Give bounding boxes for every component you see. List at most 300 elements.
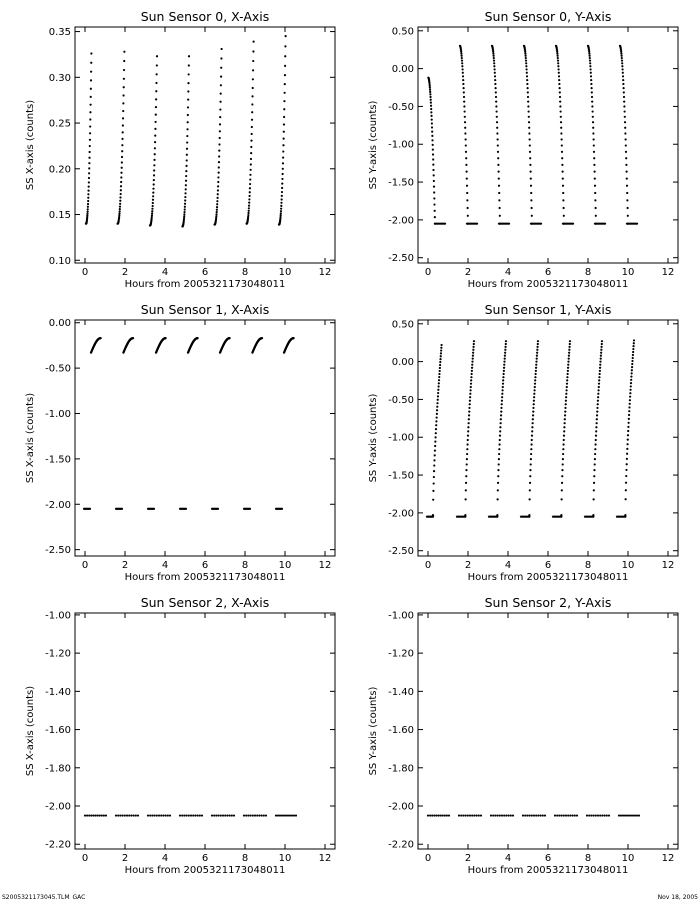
data-point: [503, 814, 505, 816]
data-point: [591, 87, 593, 89]
data-point: [467, 439, 469, 441]
data-point: [120, 181, 122, 183]
data-point: [624, 121, 626, 123]
data-point: [121, 138, 123, 140]
data-point: [471, 364, 473, 366]
charts-group: [25, 9, 678, 876]
data-point: [498, 199, 500, 201]
y-tick-label: -2.00: [388, 801, 414, 813]
data-point: [530, 453, 532, 455]
data-point: [473, 340, 475, 342]
data-point: [216, 206, 218, 208]
data-point: [472, 352, 474, 354]
data-point: [596, 422, 598, 424]
data-point: [467, 215, 469, 217]
data-point: [186, 814, 188, 816]
data-point: [470, 376, 472, 378]
data-point: [87, 211, 89, 213]
chart-panel-1: [25, 9, 335, 290]
data-point: [120, 189, 122, 191]
data-point: [625, 489, 627, 491]
data-point: [566, 376, 568, 378]
data-point: [470, 383, 472, 385]
data-point: [463, 101, 465, 103]
data-point: [504, 352, 506, 354]
data-point: [471, 373, 473, 375]
data-point: [468, 407, 470, 409]
data-point: [158, 814, 160, 816]
data-point: [569, 340, 571, 342]
data-point: [562, 199, 564, 201]
data-point: [188, 73, 190, 75]
y-tick-label: -2.00: [45, 801, 71, 813]
data-point: [432, 499, 434, 501]
data-point: [249, 178, 251, 180]
data-point: [252, 50, 254, 52]
x-tick-label: 4: [504, 853, 512, 864]
data-point: [432, 490, 434, 492]
data-point: [199, 814, 201, 816]
data-point: [597, 393, 599, 395]
data-point: [281, 198, 283, 200]
data-point: [215, 213, 217, 215]
data-point: [505, 343, 507, 345]
data-point: [624, 814, 626, 816]
data-point: [560, 121, 562, 123]
data-point: [185, 184, 187, 186]
data-point: [427, 814, 429, 816]
data-point: [537, 340, 539, 342]
data-point: [280, 205, 282, 207]
data-point: [152, 205, 154, 207]
data-point: [498, 177, 500, 179]
data-point: [533, 396, 535, 398]
data-point: [500, 411, 502, 413]
data-point: [154, 153, 156, 155]
data-point: [588, 814, 590, 816]
data-point: [282, 144, 284, 146]
data-point: [216, 203, 218, 205]
data-point: [252, 78, 254, 80]
data-point: [247, 814, 249, 816]
data-point: [525, 55, 527, 57]
data-point: [629, 399, 631, 401]
data-point: [156, 55, 158, 57]
data-point: [152, 192, 154, 194]
data-point: [467, 435, 469, 437]
data-point: [604, 814, 606, 816]
data-point: [156, 73, 158, 75]
data-point: [217, 181, 219, 183]
data-point: [462, 79, 464, 81]
y-tick-label: -1.40: [388, 686, 414, 698]
data-point: [591, 101, 593, 103]
data-point: [89, 118, 91, 120]
data-point: [601, 814, 603, 816]
data-point: [532, 414, 534, 416]
data-point: [559, 91, 561, 93]
data-point: [597, 400, 599, 402]
data-point: [469, 400, 471, 402]
data-point: [122, 94, 124, 96]
data-point: [634, 814, 636, 816]
data-points: [427, 814, 640, 816]
data-point: [498, 453, 500, 455]
data-point: [285, 35, 287, 37]
y-tick-label: -1.20: [45, 648, 71, 660]
x-tick-label: 2: [464, 267, 472, 278]
data-point: [497, 482, 499, 484]
data-point: [89, 145, 91, 147]
data-point: [87, 206, 89, 208]
data-point: [121, 508, 123, 510]
data-point: [535, 370, 537, 372]
data-point: [473, 814, 475, 816]
data-point: [562, 443, 564, 445]
data-point: [565, 396, 567, 398]
data-point: [120, 185, 122, 187]
data-point: [621, 57, 623, 59]
data-point: [440, 814, 442, 816]
data-point: [86, 213, 88, 215]
data-point: [430, 102, 432, 104]
data-point: [594, 185, 596, 187]
data-point: [88, 157, 90, 159]
data-point: [623, 91, 625, 93]
data-point: [530, 458, 532, 460]
data-point: [473, 343, 475, 345]
data-point: [183, 814, 185, 816]
data-point: [462, 68, 464, 70]
data-point: [561, 475, 563, 477]
data-point: [527, 105, 529, 107]
data-point: [250, 169, 252, 171]
data-point: [525, 59, 527, 61]
data-point: [536, 352, 538, 354]
data-point: [503, 367, 505, 369]
data-point: [558, 68, 560, 70]
data-point: [440, 355, 442, 357]
y-axis-label: SS Y-axis (counts): [368, 393, 379, 483]
data-point: [434, 210, 436, 212]
chart-title: Sun Sensor 2, Y-Axis: [484, 595, 612, 610]
data-point: [499, 814, 501, 816]
data-point: [497, 151, 499, 153]
data-point: [497, 164, 499, 166]
data-point: [465, 489, 467, 491]
data-point: [218, 814, 220, 816]
plot-frame: [75, 320, 335, 556]
data-point: [154, 135, 156, 137]
data-point: [531, 435, 533, 437]
data-point: [595, 426, 597, 428]
data-point: [525, 57, 527, 59]
data-point: [429, 814, 431, 816]
data-point: [435, 432, 437, 434]
x-tick-label: 2: [121, 560, 129, 571]
data-point: [528, 110, 530, 112]
data-point: [528, 516, 530, 518]
data-point: [494, 72, 496, 74]
data-point: [186, 141, 188, 143]
plot-frame: [75, 27, 335, 263]
data-point: [120, 172, 122, 174]
data-point: [564, 407, 566, 409]
data-point: [569, 343, 571, 345]
data-point: [560, 516, 562, 518]
data-point: [566, 383, 568, 385]
data-point: [530, 177, 532, 179]
data-point: [536, 355, 538, 357]
data-point: [631, 363, 633, 365]
data-point: [211, 814, 213, 816]
data-point: [467, 207, 469, 209]
data-point: [626, 453, 628, 455]
data-point: [636, 223, 638, 225]
data-point: [596, 411, 598, 413]
data-point: [494, 83, 496, 85]
data-point: [629, 389, 631, 391]
data-point: [155, 90, 157, 92]
data-point: [126, 814, 128, 816]
y-tick-label: -1.00: [388, 610, 414, 622]
data-point: [567, 814, 569, 816]
data-points: [426, 339, 635, 517]
data-point: [217, 189, 219, 191]
data-point: [503, 361, 505, 363]
data-point: [437, 814, 439, 816]
data-point: [245, 814, 247, 816]
data-point: [280, 215, 282, 217]
data-point: [476, 223, 478, 225]
plot-frame: [418, 320, 678, 556]
data-point: [501, 403, 503, 405]
data-point: [596, 418, 598, 420]
data-point: [626, 185, 628, 187]
data-point: [147, 814, 149, 816]
data-point: [561, 157, 563, 159]
data-point: [633, 342, 635, 344]
data-point: [466, 171, 468, 173]
data-point: [480, 814, 482, 816]
data-point: [564, 422, 566, 424]
data-point: [429, 85, 431, 87]
data-point: [560, 116, 562, 118]
data-point: [465, 469, 467, 471]
data-point: [184, 206, 186, 208]
data-point: [495, 87, 497, 89]
data-point: [160, 814, 162, 816]
data-point: [631, 369, 633, 371]
data-point: [498, 463, 500, 465]
data-point: [565, 403, 567, 405]
data-point: [526, 814, 528, 816]
y-tick-label: -1.20: [388, 648, 414, 660]
data-point: [632, 351, 634, 353]
data-point: [431, 814, 433, 816]
data-point: [434, 441, 436, 443]
data-point: [219, 108, 221, 110]
data-point: [558, 814, 560, 816]
data-point: [594, 453, 596, 455]
data-point: [568, 355, 570, 357]
data-point: [527, 87, 529, 89]
data-point: [436, 402, 438, 404]
data-point: [465, 814, 467, 816]
data-point: [435, 814, 437, 816]
data-point: [120, 176, 122, 178]
data-point: [295, 814, 297, 816]
data-point: [530, 199, 532, 201]
data-point: [153, 508, 155, 510]
data-point: [119, 196, 121, 198]
data-point: [624, 127, 626, 129]
data-point: [119, 814, 121, 816]
data-point: [531, 207, 533, 209]
x-tick-label: 2: [121, 267, 129, 278]
data-point: [563, 207, 565, 209]
data-point: [100, 337, 102, 339]
data-point: [562, 463, 564, 465]
data-point: [466, 453, 468, 455]
data-point: [465, 144, 467, 146]
data-point: [89, 111, 91, 113]
data-point: [434, 436, 436, 438]
data-point: [201, 814, 203, 816]
data-point: [526, 83, 528, 85]
data-point: [434, 454, 436, 456]
data-point: [562, 171, 564, 173]
data-point: [600, 349, 602, 351]
data-point: [498, 192, 500, 194]
data-point: [120, 193, 122, 195]
x-tick-label: 4: [504, 267, 512, 278]
data-point: [537, 814, 539, 816]
data-point: [155, 114, 157, 116]
data-point: [560, 132, 562, 134]
x-tick-label: 8: [584, 267, 592, 278]
data-point: [631, 360, 633, 362]
data-point: [499, 439, 501, 441]
data-point: [118, 213, 120, 215]
data-point: [130, 814, 132, 816]
data-point: [527, 96, 529, 98]
data-point: [593, 498, 595, 500]
data-point: [220, 57, 222, 59]
data-point: [627, 439, 629, 441]
data-point: [119, 200, 121, 202]
data-point: [87, 189, 89, 191]
data-point: [496, 516, 498, 518]
data-point: [595, 430, 597, 432]
data-point: [495, 91, 497, 93]
y-tick-label: 0.00: [391, 64, 414, 76]
data-point: [497, 814, 499, 816]
data-point: [566, 379, 568, 381]
data-point: [187, 98, 189, 100]
data-point: [226, 814, 228, 816]
data-point: [500, 418, 502, 420]
data-point: [633, 339, 635, 341]
data-point: [153, 179, 155, 181]
data-point: [558, 83, 560, 85]
data-point: [625, 482, 627, 484]
data-point: [464, 127, 466, 129]
data-point: [536, 346, 538, 348]
data-point: [561, 814, 563, 816]
data-point: [588, 51, 590, 53]
data-point: [216, 200, 218, 202]
data-point: [430, 115, 432, 117]
data-point: [188, 55, 190, 57]
data-point: [592, 127, 594, 129]
data-point: [219, 130, 221, 132]
data-point: [561, 151, 563, 153]
data-point: [525, 65, 527, 67]
data-point: [630, 379, 632, 381]
data-point: [243, 814, 245, 816]
data-point: [638, 814, 640, 816]
data-point: [631, 366, 633, 368]
data-point: [429, 96, 431, 98]
data-point: [629, 403, 631, 405]
data-point: [625, 475, 627, 477]
data-point: [463, 96, 465, 98]
data-point: [123, 86, 125, 88]
data-point: [472, 349, 474, 351]
data-point: [87, 197, 89, 199]
data-point: [458, 814, 460, 816]
data-point: [433, 482, 435, 484]
data-point: [215, 215, 217, 217]
data-point: [586, 814, 588, 816]
data-point: [501, 389, 503, 391]
data-point: [117, 814, 119, 816]
data-point: [496, 121, 498, 123]
data-point: [218, 143, 220, 145]
data-point: [252, 69, 254, 71]
data-point: [122, 110, 124, 112]
data-point: [188, 814, 190, 816]
data-point: [94, 814, 96, 816]
data-point: [497, 138, 499, 140]
data-point: [283, 138, 285, 140]
data-point: [90, 96, 92, 98]
data-point: [632, 345, 634, 347]
data-point: [628, 406, 630, 408]
data-point: [630, 385, 632, 387]
data-point: [622, 79, 624, 81]
data-point: [556, 51, 558, 53]
data-point: [224, 814, 226, 816]
x-tick-label: 4: [161, 267, 169, 278]
data-point: [121, 156, 123, 158]
data-point: [468, 414, 470, 416]
chart-panel-2: [368, 9, 678, 290]
data-point: [572, 223, 574, 225]
x-tick-label: 12: [661, 560, 675, 571]
y-tick-label: -1.60: [388, 725, 414, 737]
data-point: [468, 418, 470, 420]
x-tick-label: 10: [278, 853, 292, 864]
data-point: [183, 211, 185, 213]
data-point: [433, 180, 435, 182]
data-point: [285, 814, 287, 816]
data-point: [598, 379, 600, 381]
data-point: [253, 41, 255, 43]
chart-panel-4: [368, 302, 678, 583]
data-point: [89, 508, 91, 510]
